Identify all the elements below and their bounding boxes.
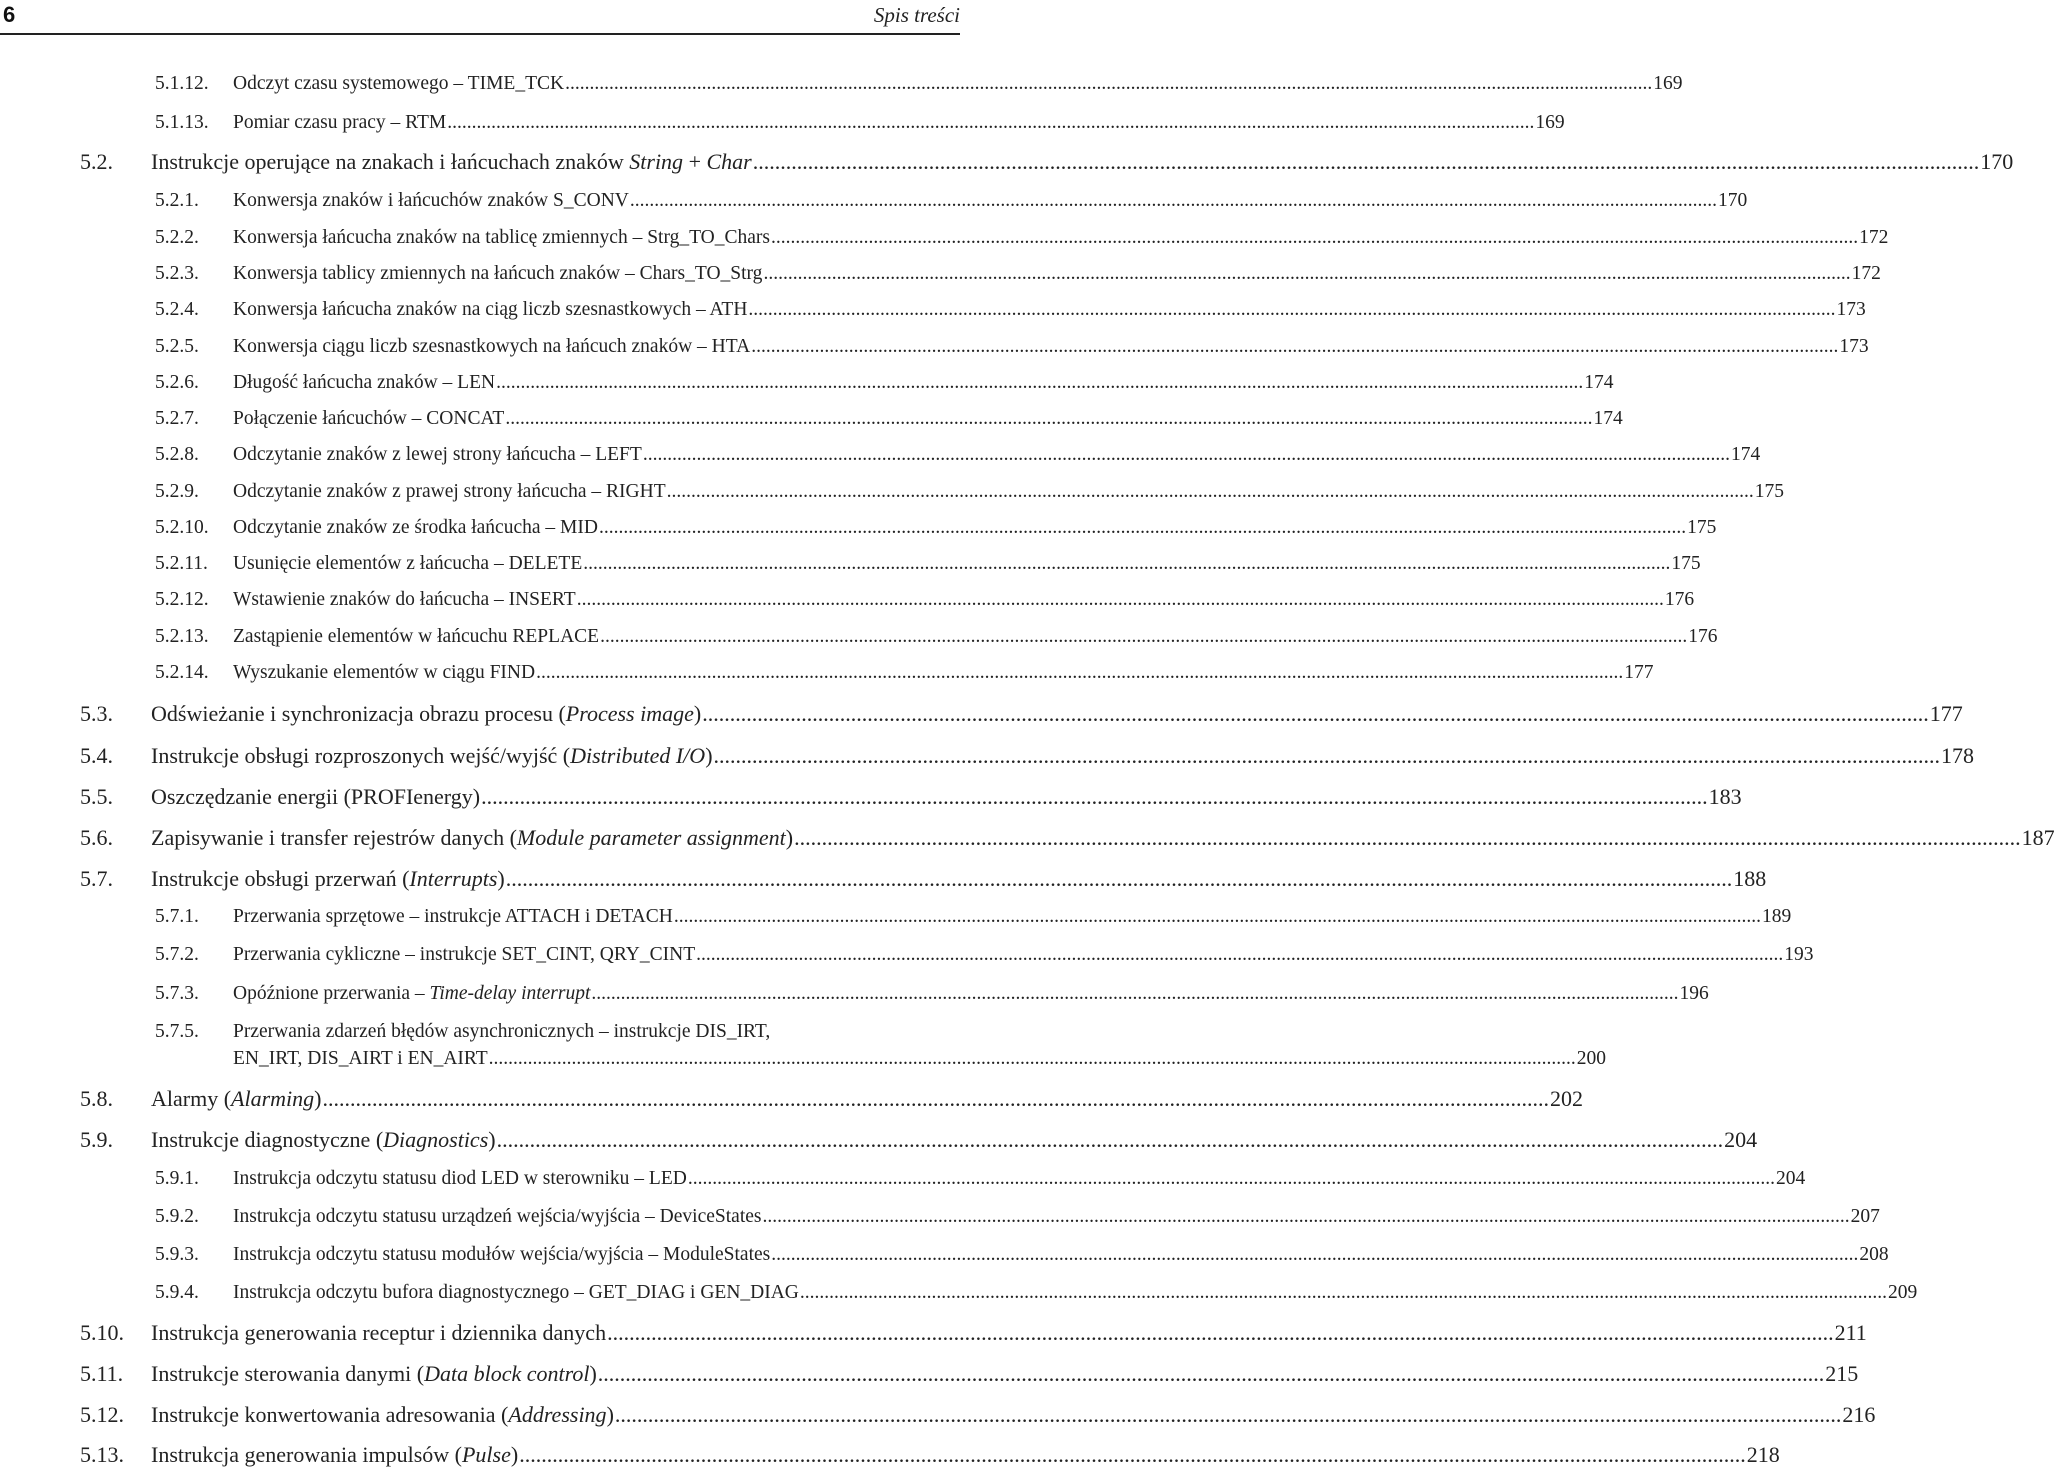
- dot-leader: [599, 517, 1686, 539]
- toc-entry-number: 5.7.: [80, 866, 113, 891]
- dot-leader: [598, 1361, 1825, 1387]
- toc-entry-page: 209: [1888, 1282, 1918, 1303]
- title-text: Instrukcje operujące na znakach i łańcuchach znaków: [151, 149, 630, 174]
- title-text: Instrukcja generowania impulsów (: [151, 1442, 462, 1467]
- toc-entry-page: 183: [1708, 784, 1742, 809]
- toc-entry-title: Instrukcja odczytu statusu modułów wejścia/wyjścia – ModuleStates: [233, 1244, 771, 1265]
- title-text: +: [683, 149, 707, 174]
- toc-entry-5-1-13[interactable]: [155, 112, 1565, 134]
- toc-entry-number: 5.2.7.: [155, 408, 199, 429]
- toc-entry-page: 189: [1761, 906, 1792, 927]
- toc-entry-5-9-4[interactable]: [155, 1282, 1918, 1304]
- dot-leader: [748, 299, 1835, 321]
- toc-entry-5-3[interactable]: [80, 701, 1963, 727]
- toc-entry-page: 208: [1859, 1244, 1889, 1265]
- toc-entry-5-2-1[interactable]: [155, 190, 1748, 212]
- toc-entry-number: 5.2.2.: [155, 227, 199, 248]
- title-italic-text: Process image: [565, 701, 694, 726]
- title-text: Instrukcje obsługi przerwań (: [151, 866, 410, 891]
- toc-entry-number: 5.2.9.: [155, 481, 199, 502]
- dot-leader: [753, 149, 1980, 175]
- toc-entry-number: 5.9.3.: [155, 1244, 199, 1265]
- dot-leader: [489, 1048, 1576, 1070]
- toc-entry-number: 5.11.: [80, 1361, 124, 1386]
- dot-leader: [600, 626, 1687, 648]
- toc-entry-page: 193: [1784, 944, 1814, 965]
- toc-entry-title: Zastąpienie elementów w łańcuchu REPLACE: [233, 626, 600, 647]
- toc-entry-number: 5.2.3.: [155, 263, 199, 284]
- toc-entry-5-5[interactable]: [80, 784, 1742, 810]
- toc-entry-page: 204: [1775, 1168, 1806, 1189]
- toc-entry-5-12[interactable]: [80, 1402, 1876, 1428]
- title-italic-text: Char: [706, 149, 752, 174]
- toc-entry-number: 5.8.: [80, 1086, 113, 1111]
- title-text: Zapisywanie i transfer rejestrów danych (: [151, 825, 517, 850]
- dot-leader: [591, 983, 1678, 1005]
- toc-entry-page: 196: [1679, 983, 1709, 1004]
- dot-leader: [751, 336, 1838, 358]
- toc-entry-page: 173: [1836, 299, 1866, 320]
- toc-entry-5-2-13[interactable]: [155, 626, 1718, 648]
- dot-leader: [565, 73, 1652, 95]
- toc-entry-5-2-5[interactable]: [155, 336, 1869, 358]
- toc-entry-page: 169: [1653, 73, 1683, 94]
- toc-entry-number: 5.4.: [80, 743, 113, 768]
- title-text: Instrukcje diagnostyczne (: [151, 1127, 384, 1152]
- dot-leader: [702, 701, 1929, 727]
- toc-entry-5-1-12[interactable]: [155, 73, 1683, 95]
- toc-entry-title: Instrukcja odczytu statusu urządzeń wejścia/wyjścia – DeviceStates: [233, 1206, 762, 1227]
- dot-leader: [615, 1402, 1842, 1428]
- toc-entry-page: 204: [1724, 1127, 1758, 1152]
- toc-entry-5-7-5-line1[interactable]: [155, 1021, 960, 1043]
- toc-entry-number: 5.7.1.: [155, 906, 199, 927]
- toc-entry-5-11[interactable]: [80, 1361, 1859, 1387]
- toc-entry-title: Oszczędzanie energii (PROFIenergy): [151, 784, 481, 809]
- toc-entry-page: 175: [1687, 517, 1717, 538]
- dot-leader: [771, 1244, 1858, 1266]
- toc-entry-page: 200: [1576, 1048, 1607, 1069]
- toc-entry-page: 176: [1688, 626, 1718, 647]
- title-text: Instrukcje sterowania danymi (: [151, 1361, 425, 1386]
- toc-entry-5-10[interactable]: [80, 1320, 1867, 1346]
- dot-leader: [607, 1320, 1834, 1346]
- toc-entry-page: 170: [1980, 149, 2014, 174]
- toc-entry-number: 5.6.: [80, 825, 113, 850]
- toc-entry-page: 207: [1850, 1206, 1880, 1227]
- toc-entry-title: Odczyt czasu systemowego – TIME_TCK: [233, 73, 565, 94]
- toc-entry-page: 202: [1549, 1086, 1583, 1111]
- dot-leader: [481, 784, 1708, 810]
- toc-entry-title: Pomiar czasu pracy – RTM: [233, 112, 447, 133]
- toc-entry-5-2-7[interactable]: [155, 408, 1623, 430]
- toc-entry-title: Przerwania sprzętowe – instrukcje ATTACH i DETACH: [233, 906, 673, 927]
- toc-entry-number: 5.2.1.: [155, 190, 199, 211]
- toc-entry-number: 5.1.12.: [155, 73, 209, 94]
- toc-entry-5-2-6[interactable]: [155, 372, 1614, 394]
- title-italic-text: Pulse: [461, 1442, 511, 1467]
- toc-entry-page: 215: [1825, 1361, 1859, 1386]
- toc-entry-title: Konwersja ciągu liczb szesnastkowych na łańcuch znaków – HTA: [233, 336, 751, 357]
- toc-entry-5-7-1[interactable]: [155, 906, 1792, 928]
- toc-entry-page: 169: [1535, 112, 1565, 133]
- toc-entry-title: [151, 149, 752, 175]
- title-text: Instrukcje obsługi rozproszonych wejść/wyjść (: [151, 743, 571, 768]
- toc-entry-5-2-12[interactable]: [155, 589, 1695, 611]
- toc-entry-number: 5.2.8.: [155, 444, 199, 465]
- toc-entry-number: 5.9.4.: [155, 1282, 199, 1303]
- toc-entry-number: 5.7.5.: [155, 1021, 199, 1042]
- dot-leader: [696, 944, 1783, 966]
- toc-entry-title: Odczytanie znaków ze środka łańcucha – MID: [233, 517, 598, 538]
- dot-leader: [771, 227, 1858, 249]
- dot-leader: [667, 481, 1754, 503]
- toc-entry-number: 5.9.2.: [155, 1206, 199, 1227]
- toc-entry-page: 216: [1842, 1402, 1876, 1427]
- title-italic-text: String: [629, 149, 684, 174]
- toc-entry-page: 174: [1584, 372, 1614, 393]
- toc-entry-5-9-3[interactable]: [155, 1244, 1889, 1266]
- toc-entry-5-6[interactable]: [80, 825, 2055, 851]
- toc-entry-title: Konwersja łańcucha znaków na ciąg liczb szesnastkowych – ATH: [233, 299, 748, 320]
- toc-entry-page: 174: [1593, 408, 1623, 429]
- title-italic-text: Addressing: [508, 1402, 607, 1427]
- toc-entry-title: [151, 701, 701, 727]
- title-italic-text: Diagnostics: [383, 1127, 489, 1152]
- title-text: ): [589, 1361, 597, 1386]
- toc-entry-title: [151, 1127, 496, 1153]
- toc-entry-number: 5.5.: [80, 784, 113, 809]
- toc-entry-number: 5.2.: [80, 149, 113, 174]
- toc-entry-5-2-4[interactable]: [155, 299, 1866, 321]
- dot-leader: [794, 825, 2021, 851]
- toc-entry-title: Przerwania cykliczne – instrukcje SET_CINT, QRY_CINT: [233, 944, 696, 965]
- toc-entry-5-4[interactable]: [80, 743, 1975, 769]
- toc-entry-title: Odczytanie znaków z prawej strony łańcucha – RIGHT: [233, 481, 666, 502]
- toc-entry-5-7-3[interactable]: [155, 983, 1709, 1005]
- toc-entry-5-2-8[interactable]: [155, 444, 1761, 466]
- title-text: ): [785, 825, 794, 850]
- toc-entry-title: Usunięcie elementów z łańcucha – DELETE: [233, 553, 583, 574]
- toc-entry-title: Instrukcja generowania receptur i dziennika danych: [151, 1320, 607, 1345]
- toc-entry-number: 5.2.5.: [155, 336, 199, 357]
- toc-entry-page: 176: [1664, 589, 1695, 610]
- toc-entry-title: [151, 1402, 614, 1428]
- title-text: ): [705, 743, 713, 768]
- running-title: Spis treści: [873, 3, 960, 27]
- dot-leader: [505, 408, 1592, 430]
- dot-leader: [536, 662, 1623, 684]
- dot-leader: [763, 263, 1850, 285]
- toc-entry-5-9-2[interactable]: [155, 1206, 1880, 1228]
- toc-entry-title: Wyszukanie elementów w ciągu FIND: [233, 662, 536, 683]
- toc-entry-number: 5.2.10.: [155, 517, 209, 538]
- dot-leader: [714, 743, 1941, 769]
- toc-entry-number: 5.2.13.: [155, 626, 209, 647]
- toc-entry-5-13[interactable]: [80, 1442, 1780, 1468]
- toc-entry-number: 5.3.: [80, 701, 113, 726]
- toc-entry-5-7-2[interactable]: [155, 944, 1814, 966]
- title-italic-text: Alarming: [231, 1086, 315, 1111]
- toc-entry-5-7[interactable]: [80, 866, 1767, 892]
- header-rule: [0, 33, 960, 35]
- toc-entry-page: 187: [2021, 825, 2055, 850]
- dot-leader: [506, 866, 1733, 892]
- toc-entry-title: [151, 1086, 321, 1112]
- toc-entry-title: [233, 983, 590, 1005]
- toc-entry-5-2[interactable]: [80, 149, 2014, 175]
- title-text: ): [488, 1127, 496, 1152]
- title-italic-text: Interrupts: [409, 866, 498, 891]
- toc-entry-page: 175: [1671, 553, 1701, 574]
- title-text: ): [314, 1086, 322, 1111]
- title-italic-text: Data block control: [424, 1361, 590, 1386]
- dot-leader: [322, 1086, 1549, 1112]
- toc-entry-number: 5.1.13.: [155, 112, 209, 133]
- toc-entry-title: Instrukcja odczytu statusu diod LED w sterowniku – LED: [233, 1168, 687, 1189]
- dot-leader: [497, 1127, 1724, 1153]
- toc-entry-title: Wstawienie znaków do łańcucha – INSERT: [233, 589, 576, 610]
- toc-entry-title: Długość łańcucha znaków – LEN: [233, 372, 496, 393]
- toc-entry-5-2-14[interactable]: [155, 662, 1654, 684]
- toc-entry-page: 188: [1733, 866, 1767, 891]
- title-text: Alarmy (: [151, 1086, 232, 1111]
- dot-leader: [496, 372, 1583, 394]
- toc-entry-5-8[interactable]: [80, 1086, 1583, 1112]
- toc-entry-number: 5.2.12.: [155, 589, 209, 610]
- toc-entry-title: [151, 743, 713, 769]
- toc-entry-title: [151, 1361, 597, 1387]
- toc-entry-page: 218: [1746, 1442, 1780, 1467]
- toc-entry-page: 177: [1624, 662, 1654, 683]
- dot-leader: [519, 1442, 1746, 1468]
- toc-entry-title: Konwersja tablicy zmiennych na łańcuch znaków – Chars_TO_Strg: [233, 263, 763, 284]
- toc-entry-page: 175: [1754, 481, 1785, 502]
- toc-entry-5-7-5[interactable]: [155, 1048, 1607, 1070]
- title-text: ): [606, 1402, 614, 1427]
- dot-leader: [583, 553, 1670, 575]
- title-italic-text: Module parameter assignment: [516, 825, 786, 850]
- toc-entry-title: EN_IRT, DIS_AIRT i EN_AIRT: [233, 1048, 488, 1069]
- toc-entry-page: 172: [1859, 227, 1889, 248]
- title-text: ): [510, 1442, 519, 1467]
- dot-leader: [674, 906, 1761, 928]
- title-text: Opóźnione przerwania –: [233, 983, 430, 1004]
- dot-leader: [577, 589, 1664, 611]
- toc-entry-number: 5.2.4.: [155, 299, 199, 320]
- dot-leader: [643, 444, 1730, 466]
- dot-leader: [762, 1206, 1849, 1228]
- toc-entry-title-line1: Przerwania zdarzeń błędów asynchronicznych – instrukcje DIS_IRT,: [233, 1021, 771, 1042]
- toc-entry-5-2-2[interactable]: [155, 227, 1889, 249]
- toc-entry-page: 211: [1834, 1320, 1867, 1345]
- toc-entry-page: 177: [1929, 701, 1963, 726]
- toc-entry-page: 174: [1730, 444, 1761, 465]
- toc-entry-title: [151, 866, 505, 892]
- title-text: ): [693, 701, 702, 726]
- dot-leader: [447, 112, 1534, 134]
- title-text: ): [497, 866, 505, 891]
- dot-leader: [630, 190, 1717, 212]
- toc-entry-number: 5.10.: [80, 1320, 124, 1345]
- toc-entry-title: Instrukcja odczytu bufora diagnostycznego – GET_DIAG i GEN_DIAG: [233, 1282, 799, 1303]
- toc-entry-5-9[interactable]: [80, 1127, 1758, 1153]
- toc-entry-5-2-10[interactable]: [155, 517, 1717, 539]
- toc-entry-title: [151, 1442, 518, 1468]
- toc-entry-number: 5.2.6.: [155, 372, 199, 393]
- dot-leader: [800, 1282, 1887, 1304]
- title-italic-text: Time-delay interrupt: [429, 983, 591, 1004]
- toc-entry-number: 5.12.: [80, 1402, 124, 1427]
- toc-entry-title: [151, 825, 793, 851]
- toc-entry-5-2-9[interactable]: [155, 481, 1785, 503]
- title-text: Instrukcje konwertowania adresowania (: [151, 1402, 509, 1427]
- page-number: 6: [3, 2, 16, 27]
- toc-entry-number: 5.9.: [80, 1127, 113, 1152]
- title-text: Odświeżanie i synchronizacja obrazu procesu (: [151, 701, 566, 726]
- toc-entry-title: Odczytanie znaków z lewej strony łańcucha – LEFT: [233, 444, 642, 465]
- toc-entry-5-2-11[interactable]: [155, 553, 1701, 575]
- toc-entry-5-9-1[interactable]: [155, 1168, 1806, 1190]
- toc-entry-number: 5.13.: [80, 1442, 124, 1467]
- toc-entry-title: Połączenie łańcuchów – CONCAT: [233, 408, 505, 429]
- dot-leader: [688, 1168, 1775, 1190]
- toc-entry-number: 5.9.1.: [155, 1168, 199, 1189]
- page-header: [0, 0, 960, 34]
- toc-entry-number: 5.7.2.: [155, 944, 199, 965]
- toc-entry-number: 5.7.3.: [155, 983, 199, 1004]
- toc-entry-page: 178: [1941, 743, 1975, 768]
- toc-entry-page: 172: [1851, 263, 1881, 284]
- toc-entry-title: Konwersja łańcucha znaków na tablicę zmiennych – Strg_TO_Chars: [233, 227, 770, 248]
- toc-entry-page: 173: [1839, 336, 1869, 357]
- toc-entry-number: 5.2.11.: [155, 553, 208, 574]
- toc-entry-page: 170: [1718, 190, 1748, 211]
- toc-entry-5-2-3[interactable]: [155, 263, 1881, 285]
- toc-entry-title: Konwersja znaków i łańcuchów znaków S_CONV: [233, 190, 629, 211]
- toc-entry-number: 5.2.14.: [155, 662, 209, 683]
- title-italic-text: Distributed I/O: [570, 743, 706, 768]
